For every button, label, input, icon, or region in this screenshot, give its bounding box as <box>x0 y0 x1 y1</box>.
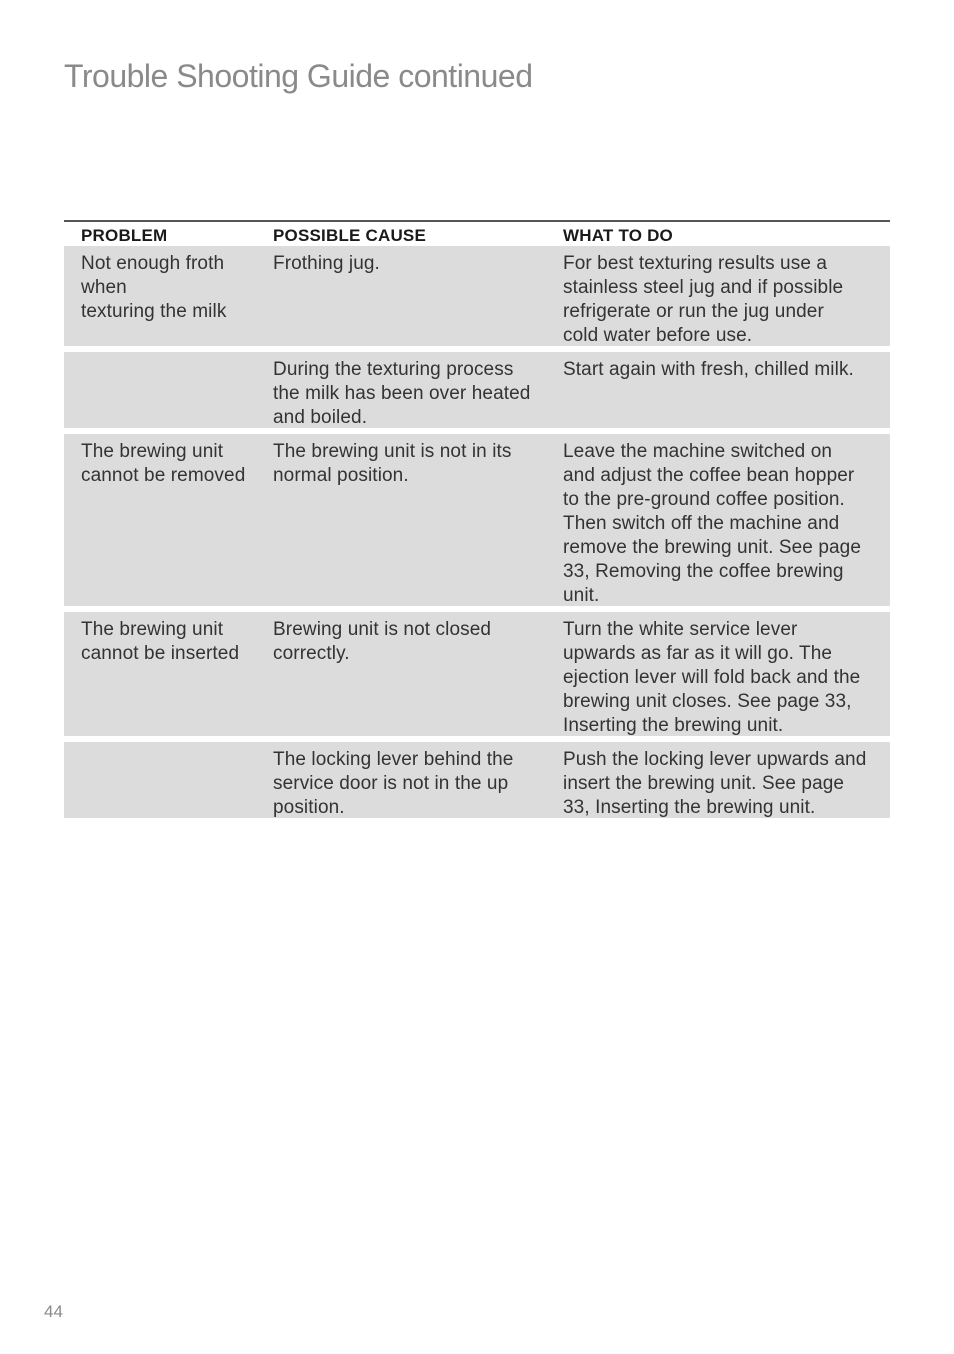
table-row <box>64 434 890 606</box>
table-header-row <box>64 222 890 246</box>
header-cause-label: POSSIBLE CAUSE <box>273 226 426 245</box>
header-cell-cause <box>273 226 563 246</box>
cell-todo <box>563 440 890 606</box>
cause-text: Brewing unit is not closed correctly. <box>273 619 492 664</box>
cause-text: During the texturing process the milk has been over heated and boiled. <box>273 359 531 428</box>
header-todo-label: WHAT TO DO <box>563 226 673 245</box>
troubleshooting-table <box>64 220 890 818</box>
table-row <box>64 742 890 818</box>
page-title: Trouble Shooting Guide continued <box>64 58 533 94</box>
cell-cause <box>273 440 563 606</box>
table-row <box>64 352 890 428</box>
cell-todo <box>563 748 890 818</box>
cause-text: Frothing jug. <box>273 253 380 274</box>
table-row <box>64 612 890 736</box>
cell-todo <box>563 252 890 346</box>
table-row <box>64 246 890 346</box>
cause-text: The brewing unit is not in its normal position. <box>273 441 512 486</box>
cell-cause <box>273 252 563 346</box>
todo-text: Start again with fresh, chilled milk. <box>563 359 854 380</box>
todo-text: Turn the white service lever upwards as far as it will go. The ejection lever will fold back and the brewing unit closes. See page 33, Inserting the brewing unit. <box>563 619 861 736</box>
cell-todo <box>563 358 890 428</box>
header-cell-todo <box>563 226 890 246</box>
header-problem-label: PROBLEM <box>81 226 168 245</box>
header-cell-problem <box>64 226 273 246</box>
cell-cause <box>273 748 563 818</box>
todo-text: For best texturing results use a stainless steel jug and if possible refrigerate or run the jug under cold water before use. <box>563 253 844 346</box>
page-number: 44 <box>44 1302 63 1321</box>
problem-text: The brewing unit cannot be removed <box>81 441 246 486</box>
cell-problem <box>64 748 273 818</box>
cause-text: The locking lever behind the service door is not in the up position. <box>273 749 514 818</box>
cell-cause <box>273 618 563 736</box>
cell-problem <box>64 618 273 736</box>
cell-problem <box>64 358 273 428</box>
cell-todo <box>563 618 890 736</box>
todo-text: Leave the machine switched on and adjust the coffee bean hopper to the pre-ground coffee position. Then switch off the machine and remove the brewing unit. See page 33, Removing the coffee brewing unit. <box>563 441 861 606</box>
problem-text: The brewing unit cannot be inserted <box>81 619 240 664</box>
problem-text: Not enough froth when texturing the milk <box>81 253 227 322</box>
cell-cause <box>273 358 563 428</box>
cell-problem <box>64 440 273 606</box>
cell-problem <box>64 252 273 346</box>
todo-text: Push the locking lever upwards and insert the brewing unit. See page 33, Inserting the brewing unit. <box>563 749 867 818</box>
